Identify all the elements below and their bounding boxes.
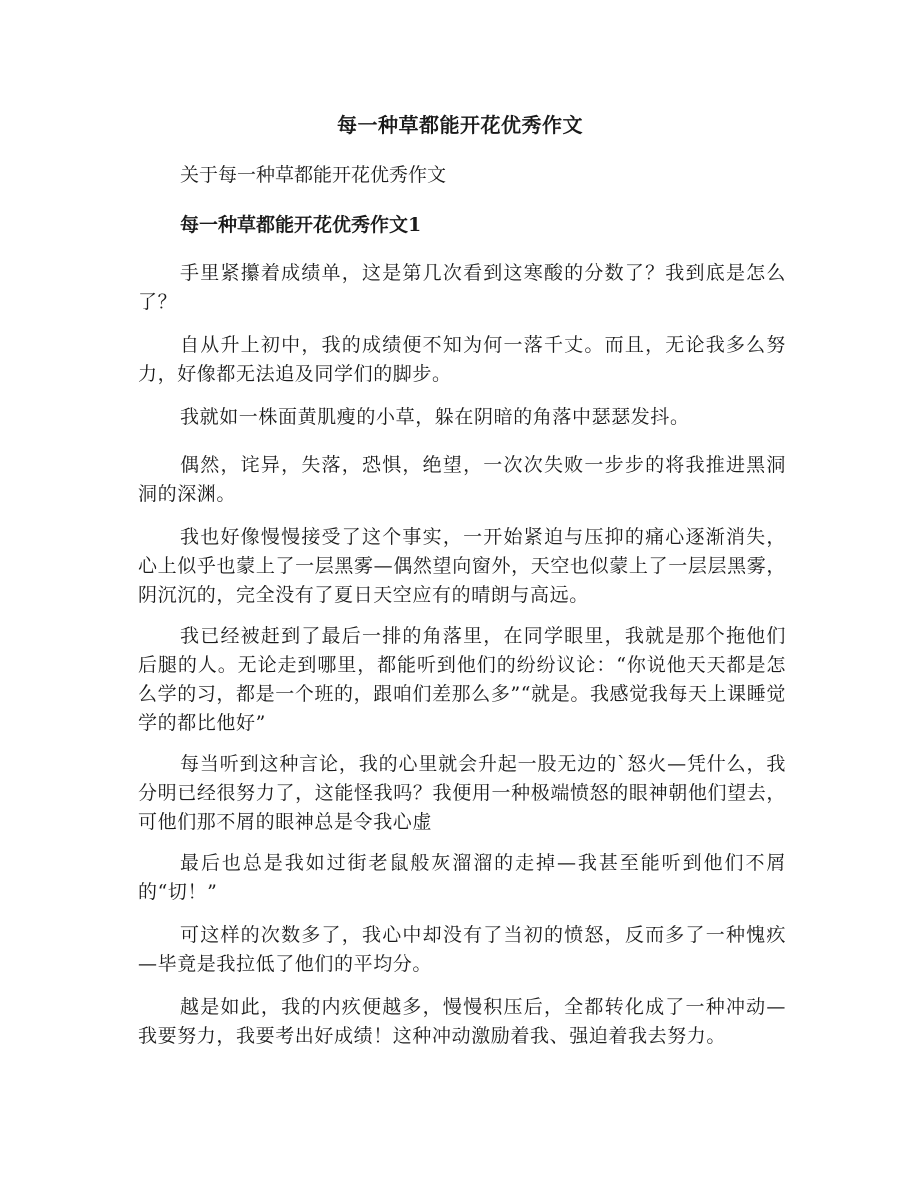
- section-heading: 每一种草都能开花优秀作文1: [180, 214, 422, 236]
- paragraph-3: 我就如一株面黄肌瘦的小草，躲在阴暗的角落中瑟瑟发抖。: [180, 406, 690, 428]
- paragraph-5: 我也好像慢慢接受了这个事实，一开始紧迫与压抑的痛心逐渐消失，心上似乎也蒙上了一层黑雾—偶然望向窗外，天空也似蒙上了一层层黑雾，阴沉沉的，完全没有了夏日天空应有的晴朗与高远。: [138, 526, 786, 606]
- paragraph-2: 自从升上初中，我的成绩便不知为何一落千丈。而且，无论我多么努力，好像都无法追及同学们的脚步。: [138, 334, 786, 385]
- paragraph-6: 我已经被赶到了最后一排的角落里，在同学眼里，我就是那个拖他们后腿的人。无论走到哪里，都能听到他们的纷纷议论：“你说他天天都是怎么学的习，都是一个班的，跟咱们差那么多”“就是。我感觉我每天上课睡觉学的都比他好”: [138, 625, 786, 734]
- paragraph-1: 手里紧攥着成绩单，这是第几次看到这寒酸的分数了？我到底是怎么了？: [138, 262, 786, 313]
- paragraph-10: 越是如此，我的内疚便越多，慢慢积压后，全都转化成了一种冲动—我要努力，我要考出好成绩！这种冲动激励着我、强迫着我去努力。: [138, 996, 786, 1047]
- paragraph-7: 每当听到这种言论，我的心里就会升起一股无边的`怒火—凭什么，我分明已经很努力了，这能怪我吗？我便用一种极端愤怒的眼神朝他们望去，可他们那不屑的眼神总是令我心虚: [138, 753, 786, 833]
- paragraph-4: 偶然，诧异，失落，恐惧，绝望，一次次失败一步步的将我推进黑洞洞的深渊。: [138, 454, 786, 505]
- paragraph-8: 最后也总是我如过街老鼠般灰溜溜的走掉—我甚至能听到他们不屑的“切！”: [138, 852, 786, 903]
- document-subtitle: 关于每一种草都能开花优秀作文: [180, 164, 447, 186]
- paragraph-9: 可这样的次数多了，我心中却没有了当初的愤怒，反而多了一种愧疚—毕竟是我拉低了他们的平均分。: [138, 924, 786, 975]
- document-title: 每一种草都能开花优秀作文: [337, 113, 583, 137]
